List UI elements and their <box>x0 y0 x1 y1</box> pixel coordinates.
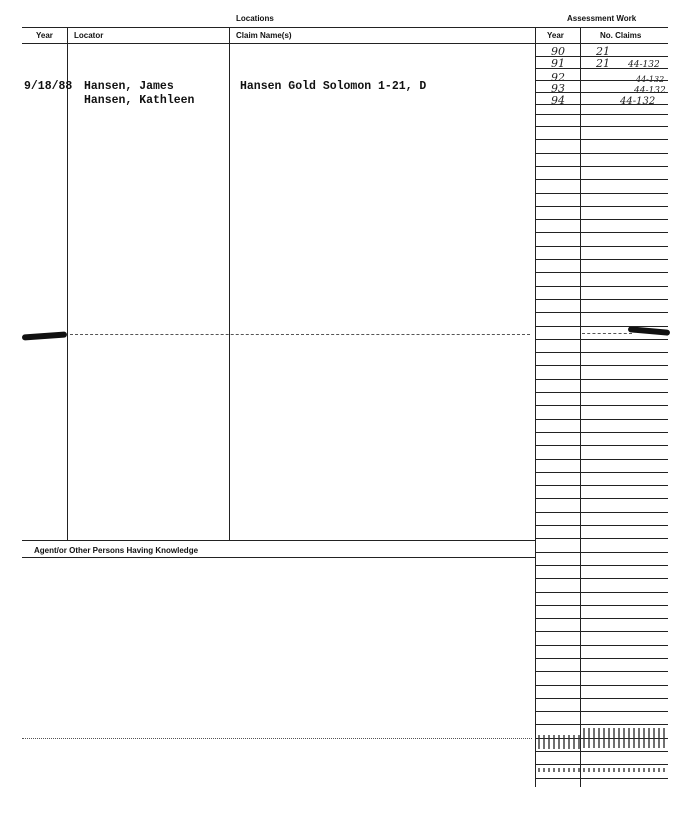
locator-1: Hansen, James <box>84 80 174 93</box>
header-top-rule <box>22 27 668 28</box>
assessment-work-label: Assessment Work <box>567 14 637 23</box>
fold-mark-right <box>628 326 670 336</box>
aw-rule <box>536 365 668 366</box>
aw-extra-1: 44-132 <box>628 60 660 70</box>
aw-rule <box>536 565 668 566</box>
locations-label: Locations <box>236 14 274 23</box>
aw-rule <box>536 685 668 686</box>
fold-line <box>70 334 530 335</box>
fold-mark-left <box>22 331 67 340</box>
col-aw-claims-header: No. Claims <box>600 31 642 40</box>
aw-rule <box>536 312 668 313</box>
aw-rule <box>536 246 668 247</box>
locator-2: Hansen, Kathleen <box>84 94 195 107</box>
agent-label: Agent/or Other Persons Having Knowledge <box>34 546 199 555</box>
aw-rule <box>536 445 668 446</box>
claim-name: Hansen Gold Solomon 1-21, D <box>240 80 427 93</box>
aw-rule <box>536 232 668 233</box>
aw-rule <box>536 166 668 167</box>
aw-rule <box>536 778 668 779</box>
aw-rule <box>536 485 668 486</box>
aw-rule <box>536 645 668 646</box>
aw-rule <box>536 126 668 127</box>
aw-year-1: 91 <box>551 57 565 70</box>
aw-rule <box>536 618 668 619</box>
aw-rule <box>536 498 668 499</box>
divider-year-locator <box>67 27 68 540</box>
record-year: 9/18/88 <box>24 80 73 93</box>
aw-rule <box>536 379 668 380</box>
divider-claims-aw <box>535 27 536 787</box>
aw-rule <box>536 206 668 207</box>
aw-rule <box>536 658 668 659</box>
aw-rule <box>536 459 668 460</box>
aw-rule <box>536 219 668 220</box>
aw-rule <box>536 592 668 593</box>
aw-rule <box>536 472 668 473</box>
aw-rule <box>536 751 668 752</box>
scan-noise-3 <box>538 768 668 772</box>
aw-rule <box>536 299 668 300</box>
aw-year-4: 94 <box>551 94 565 107</box>
divider-aw-year-claims <box>580 27 581 787</box>
aw-rule <box>536 724 668 725</box>
aw-rule <box>536 405 668 406</box>
aw-extra-2: 44-132 <box>636 75 665 84</box>
aw-rule <box>536 419 668 420</box>
col-year-header: Year <box>36 31 53 40</box>
bottom-noise-line <box>22 738 532 739</box>
agent-rule <box>22 557 536 558</box>
aw-rule <box>536 339 668 340</box>
aw-rule <box>536 764 668 765</box>
header-bottom-rule <box>22 43 668 44</box>
aw-rule <box>536 605 668 606</box>
aw-rule <box>536 711 668 712</box>
aw-rule <box>536 114 668 115</box>
aw-rule <box>536 193 668 194</box>
divider-locator-claims <box>229 27 230 540</box>
aw-year-2: 92 <box>551 71 565 84</box>
aw-rule <box>536 671 668 672</box>
aw-rule <box>536 392 668 393</box>
aw-year-0: 90 <box>551 45 565 58</box>
aw-rule <box>536 538 668 539</box>
aw-rule <box>536 512 668 513</box>
aw-rule <box>536 552 668 553</box>
aw-claims-1: 21 <box>596 57 610 70</box>
aw-rule <box>536 326 668 327</box>
body-bottom-rule <box>22 540 536 541</box>
aw-rule <box>536 352 668 353</box>
aw-rule <box>536 525 668 526</box>
aw-extra-4: 44-132 <box>620 96 656 107</box>
aw-rule <box>536 139 668 140</box>
aw-year-3: 93 <box>551 82 565 95</box>
aw-claims-0: 21 <box>596 45 610 58</box>
col-locator-header: Locator <box>74 31 104 40</box>
scan-noise-1 <box>538 735 580 749</box>
aw-rule <box>536 153 668 154</box>
aw-rule <box>536 259 668 260</box>
col-claim-names-header: Claim Name(s) <box>236 31 292 40</box>
aw-rule <box>536 698 668 699</box>
aw-rule <box>536 286 668 287</box>
aw-rule <box>536 432 668 433</box>
aw-extra-3: 44-132 <box>634 86 666 96</box>
col-aw-year-header: Year <box>547 31 564 40</box>
aw-rule <box>536 272 668 273</box>
aw-rule <box>536 631 668 632</box>
scan-noise-2 <box>583 728 668 748</box>
aw-rule <box>536 179 668 180</box>
fold-line-right <box>582 333 632 334</box>
aw-rule <box>536 578 668 579</box>
